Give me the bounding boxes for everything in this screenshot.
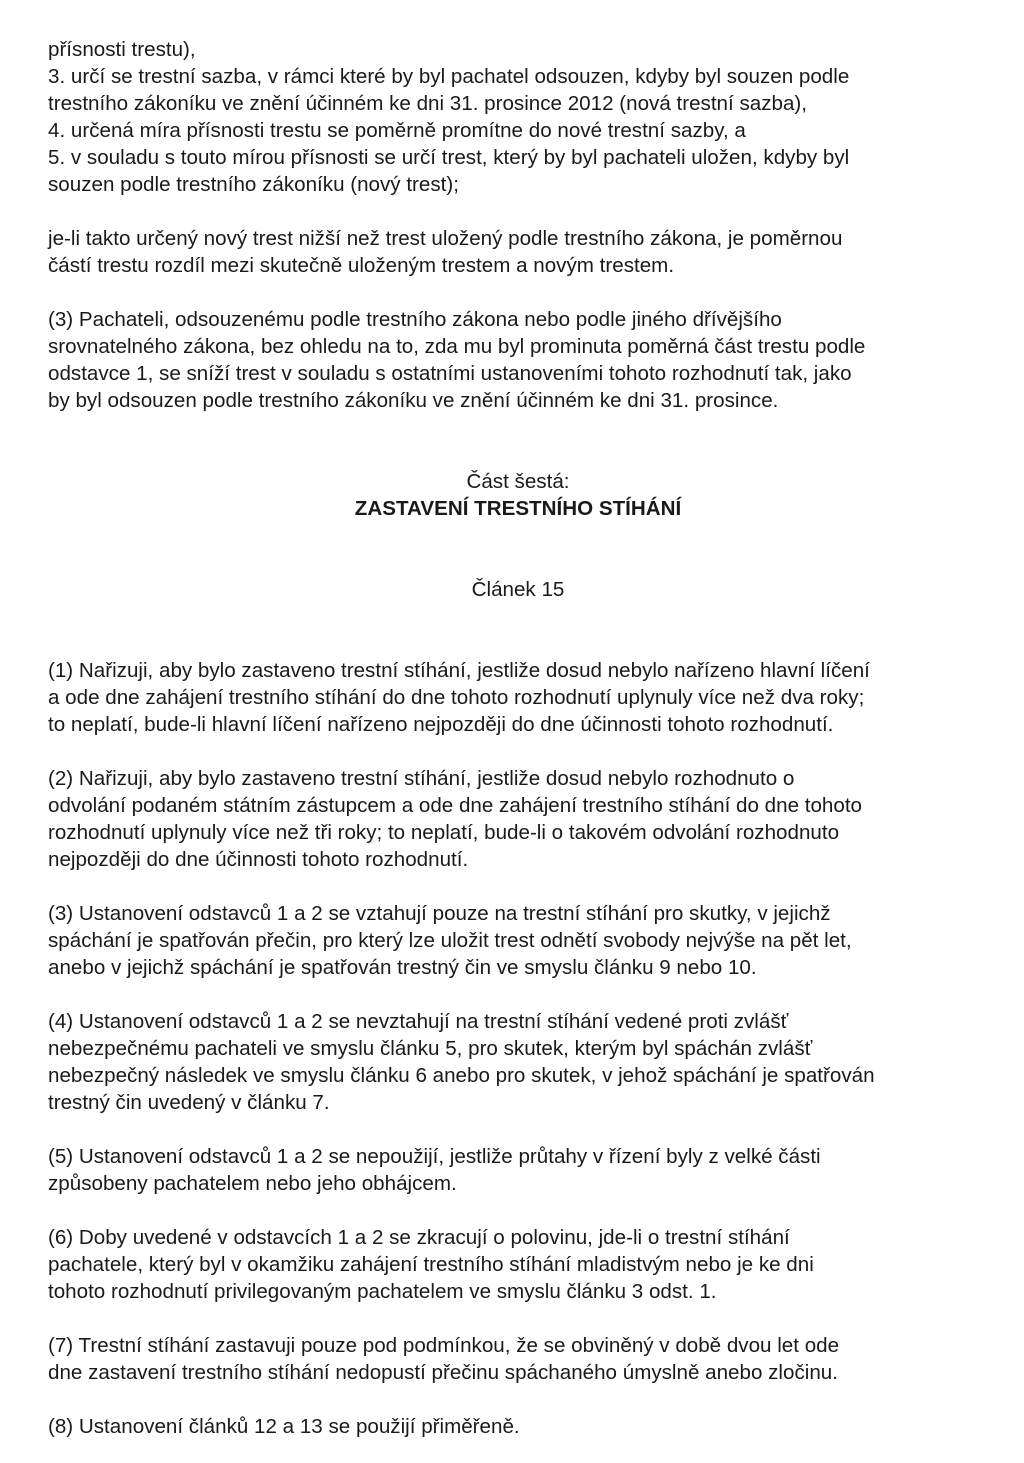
paragraph-7 <box>48 1332 988 1386</box>
text-line: trestný čin uvedený v článku 7. <box>48 1091 330 1114</box>
text-line: (3) Pachateli, odsouzenému podle trestního zákona nebo podle jiného dřívějšího <box>48 308 782 331</box>
text-line: tohoto rozhodnutí privilegovaným pachatelem ve smyslu článku 3 odst. 1. <box>48 1280 717 1303</box>
text-line: pachatele, který byl v okamžiku zahájení trestního stíhání mladistvým nebo je ke dni <box>48 1253 814 1276</box>
text-line: spáchání je spatřován přečin, pro který lze uložit trest odnětí svobody nejvýše na pět let, <box>48 929 852 952</box>
paragraph-3-previous <box>48 306 988 414</box>
text-line: to neplatí, bude-li hlavní líčení nařízeno nejpozději do dne účinnosti tohoto rozhodnutí. <box>48 713 834 736</box>
text-line: dne zastavení trestního stíhání nedopustí přečinu spáchaného úmyslně anebo zločinu. <box>48 1361 838 1384</box>
intro-list <box>48 36 988 198</box>
text-line: 4. určená míra přísnosti trestu se poměrně promítne do nové trestní sazby, a <box>48 119 746 142</box>
text-line: a ode dne zahájení trestního stíhání do dne tohoto rozhodnutí uplynuly více než dva roky; <box>48 686 865 709</box>
text-line: (6) Doby uvedené v odstavcích 1 a 2 se zkracují o polovinu, jde-li o trestní stíhání <box>48 1226 790 1249</box>
part-label: Část šestá: <box>466 470 570 493</box>
article-title: Článek 15 <box>471 578 565 601</box>
text-line: (4) Ustanovení odstavců 1 a 2 se nevztahují na trestní stíhání vedené proti zvlášť <box>48 1010 789 1033</box>
paragraph-2 <box>48 765 988 873</box>
text-line: (2) Nařizuji, aby bylo zastaveno trestní stíhání, jestliže dosud nebylo rozhodnuto o <box>48 767 795 790</box>
text-line: (7) Trestní stíhání zastavuji pouze pod podmínkou, že se obviněný v době dvou let ode <box>48 1334 840 1357</box>
article-heading <box>48 576 988 603</box>
text-line: 5. v souladu s touto mírou přísnosti se určí trest, který by byl pachateli uložen, kdyby byl <box>48 146 850 169</box>
text-line: rozhodnutí uplynuly více než tři roky; to neplatí, bude-li o takovém odvolání rozhodnuto <box>48 821 840 844</box>
text-line: způsobeny pachatelem nebo jeho obhájcem. <box>48 1172 457 1195</box>
text-line: částí trestu rozdíl mezi skutečně uloženým trestem a novým trestem. <box>48 254 675 277</box>
paragraph-8 <box>48 1413 988 1440</box>
text-line: nejpozději do dne účinnosti tohoto rozhodnutí. <box>48 848 469 871</box>
paragraph-5 <box>48 1143 988 1197</box>
text-line: (5) Ustanovení odstavců 1 a 2 se nepoužijí, jestliže průtahy v řízení byly z velké části <box>48 1145 821 1168</box>
text-line: trestního zákoníku ve znění účinném ke dni 31. prosince 2012 (nová trestní sazba), <box>48 92 807 115</box>
text-line: by byl odsouzen podle trestního zákoníku ve znění účinném ke dni 31. prosince. <box>48 389 779 412</box>
text-line: souzen podle trestního zákoníku (nový trest); <box>48 173 459 196</box>
text-line: srovnatelného zákona, bez ohledu na to, zda mu byl prominuta poměrná část trestu podle <box>48 335 866 358</box>
text-line: 3. určí se trestní sazba, v rámci které by byl pachatel odsouzen, kdyby byl souzen podle <box>48 65 850 88</box>
text-line: je-li takto určený nový trest nižší než trest uložený podle trestního zákona, je poměrnou <box>48 227 843 250</box>
text-line: (3) Ustanovení odstavců 1 a 2 se vztahují pouze na trestní stíhání pro skutky, v jejichž <box>48 902 831 925</box>
text-line: (8) Ustanovení článků 12 a 13 se použijí přiměřeně. <box>48 1415 520 1438</box>
text-line: přísnosti trestu), <box>48 38 196 61</box>
paragraph-1 <box>48 657 988 738</box>
paragraph-6 <box>48 1224 988 1305</box>
text-line: odstavce 1, se sníží trest v souladu s ostatními ustanoveními tohoto rozhodnutí tak, jako <box>48 362 852 385</box>
paragraph-conclusion <box>48 225 988 279</box>
paragraph-4 <box>48 1008 988 1116</box>
text-line: anebo v jejichž spáchání je spatřován trestný čin ve smyslu článku 9 nebo 10. <box>48 956 757 979</box>
text-line: (1) Nařizuji, aby bylo zastaveno trestní stíhání, jestliže dosud nebylo nařízeno hlavní líčení <box>48 659 870 682</box>
paragraph-3 <box>48 900 988 981</box>
text-line: odvolání podaném státním zástupcem a ode dne zahájení trestního stíhání do dne tohoto <box>48 794 863 817</box>
part-heading <box>48 468 988 522</box>
text-line: nebezpečný následek ve smyslu článku 6 anebo pro skutek, v jehož spáchání je spatřován <box>48 1064 875 1087</box>
document-page <box>48 36 988 1440</box>
part-title: ZASTAVENÍ TRESTNÍHO STÍHÁNÍ <box>354 497 682 520</box>
text-line: nebezpečnému pachateli ve smyslu článku 5, pro skutek, kterým byl spáchán zvlášť <box>48 1037 813 1060</box>
